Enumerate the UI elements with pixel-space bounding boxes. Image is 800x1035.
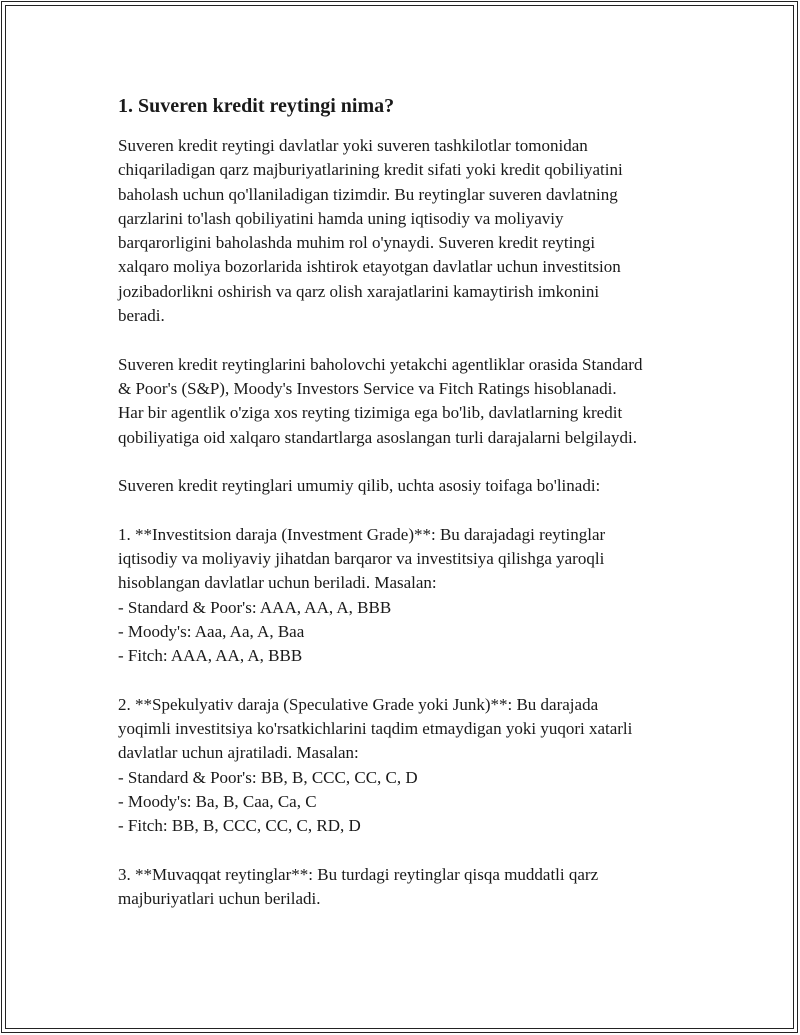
paragraph-short-term-ratings: 3. **Muvaqqat reytinglar**: Bu turdagi reytinglar qisqa muddatli qarz majburiyatlari uchun beriladi. <box>118 864 599 909</box>
paragraph-definition: Suveren kredit reytingi davlatlar yoki suveren tashkilotlar tomonidan chiqariladigan qarz majburiyatlarining kredit sifati yoki kredit qobiliyatini baholash uchun qo'llaniladigan tizimdir. Bu reytinglar suveren davlatning qarzlarini to'lash qobiliyatini hamda uning iqtisodiy va moliyaviy barqarorligini baholashda muhim rol o'ynaydi. Suveren kredit reytingi xalqaro moliya bozorlarida ishtirok etayotgan davlatlar uchun investitsion jozibadorlikni oshirish va qarz olish xarajatlarini kamaytirish imkonini beradi. <box>118 136 623 326</box>
paragraph-categories-intro: Suveren kredit reytinglari umumiy qilib, uchta asosiy toifaga bo'linadi: <box>118 476 601 496</box>
paragraph-agencies: Suveren kredit reytinglarini baholovchi yetakchi agentliklar orasida Standard & Poor's (S&P), Moody's Investors Service va Fitch Ratings hisoblanadi. Har bir agentlik o'ziga xos reyting tizimiga ega bo'lib, davlatlarning kredit qobiliyatiga oid xalqaro standartlarga asoslangan turli darajalarni belgilaydi. <box>118 354 643 447</box>
paragraph-speculative-grade: 2. **Spekulyativ daraja (Speculative Grade yoki Junk)**: Bu darajada yoqimli investitsiya ko'rsatkichlarini taqdim etmaydigan yoki yuqori xatarli davlatlar uchun ajratiladi. Masalan: - Standard & Poor's: BB, B, CCC, CC, C, D - Moody's: Ba, B, Caa, Ca, C - Fitch: BB, B, CCC, CC, C, RD, D <box>118 694 633 836</box>
document-title: 1. Suveren kredit reytingi nima? <box>118 95 395 117</box>
document-body <box>118 92 698 912</box>
paragraph-investment-grade: 1. **Investitsion daraja (Investment Grade)**: Bu darajadagi reytinglar iqtisodiy va moliyaviy jihatdan barqaror va investitsiya qilishga yaroqli hisoblangan davlatlar uchun beriladi. Masalan: - Standard & Poor's: AAA, AA, A, BBB - Moody's: Aaa, Aa, A, Baa - Fitch: AAA, AA, A, BBB <box>118 524 606 666</box>
